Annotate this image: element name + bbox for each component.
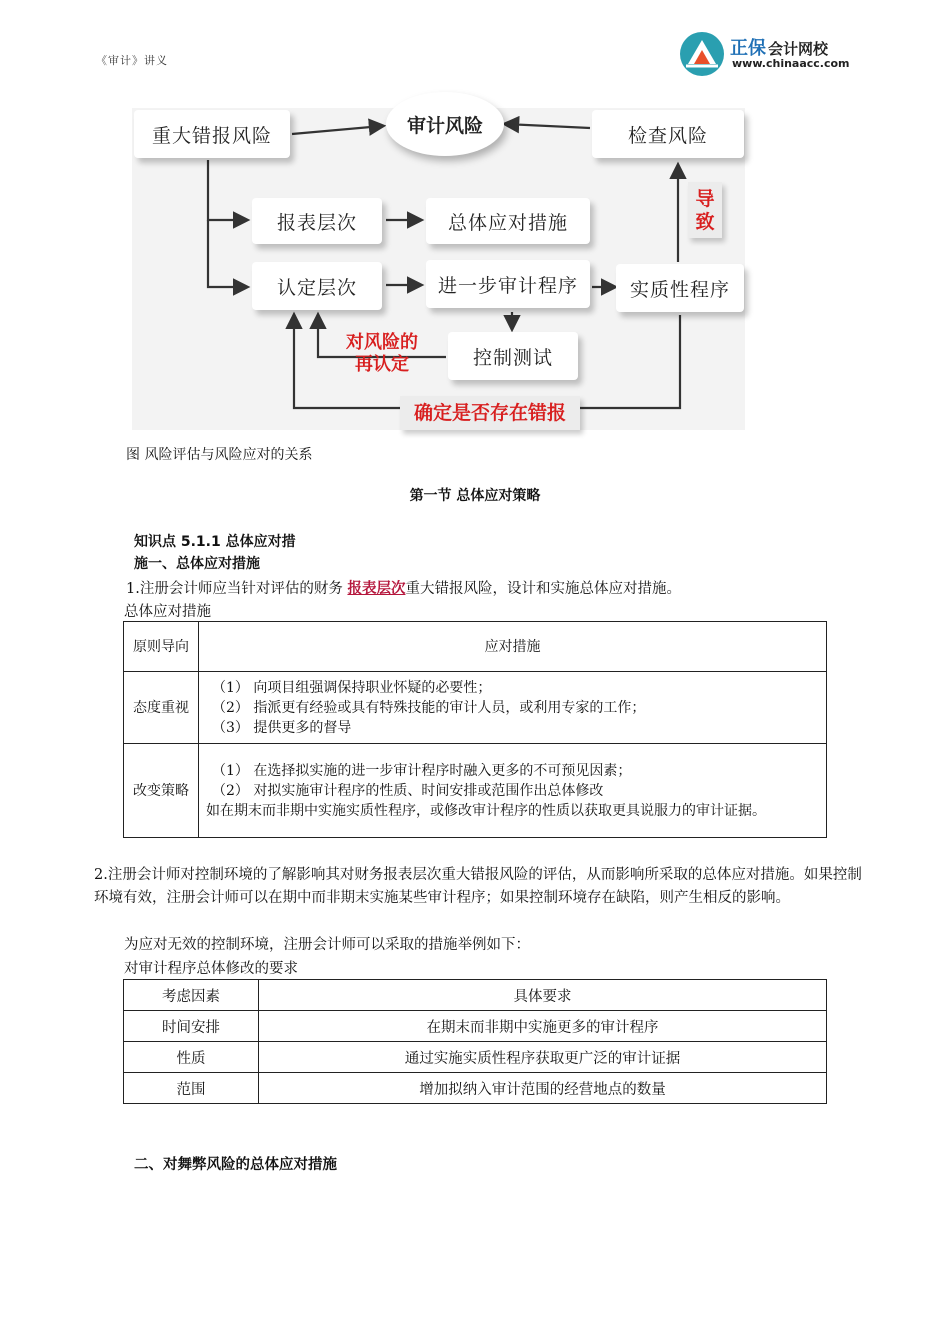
table2-factor-cell: 性质 [124, 1042, 259, 1073]
table-row [124, 1073, 827, 1104]
logo-url: www.chinaacc.com [732, 57, 850, 70]
overall-response-box: 总体应对措施 [426, 198, 590, 244]
logo-subtitle: 会计网校 [768, 40, 829, 58]
overall-response-table [123, 621, 827, 838]
table1-measures-cell: （1） 在选择拟实施的进一步审计程序时融入更多的不可预见因素； （2） 对拟实施审计程序的性质、时间安排或范围作出总体修改 如在期末而非期中实施实质性程序，或修改审计程序的性质以获取更具说服力的审计证据。 [199, 744, 827, 838]
table-row [124, 1011, 827, 1042]
reassess-label [334, 332, 430, 376]
reassess-label-line1: 对风险的 [346, 332, 418, 353]
table1-principle-cell: 改变策略 [124, 744, 199, 838]
substantive-procedures-box: 实质性程序 [616, 264, 744, 312]
assertion-level-box: 认定层次 [252, 262, 382, 310]
section-title: 第一节 总体应对策略 [409, 488, 541, 504]
table1-header-principle: 原则导向 [124, 622, 199, 672]
audit-risk-ellipse: 审计风险 [386, 92, 504, 156]
material-risk-box: 重大错报风险 [134, 110, 290, 158]
logo-name: 正保 会计网校 [730, 38, 829, 59]
header-doc-label: 《审计》讲义 [96, 54, 168, 67]
lead-to-label: 导致 [688, 182, 722, 238]
paragraph-3: 为应对无效的控制环境，注册会计师可以采取的措施举例如下： [124, 937, 530, 953]
table2-factor-cell: 范围 [124, 1073, 259, 1104]
table2-factor-cell: 时间安排 [124, 1011, 259, 1042]
table2-header-requirement: 具体要求 [259, 980, 827, 1011]
table-row [124, 744, 827, 838]
table1-measures-cell: （1） 向项目组强调保持职业怀疑的必要性； （2） 指派更有经验或具有特殊技能的审计人员，或利用专家的工作； （3） 提供更多的督导 [199, 672, 827, 744]
paragraph-2: 2.注册会计师对控制环境的了解影响其对财务报表层次重大错报风险的评估，从而影响所采取的总体应对措施。如果控制环境有效，注册会计师可以在期中而非期末实施某些审计程序；如果控制环境存在缺陷，则产生相反的影响。 [94, 867, 862, 906]
table2-requirement-cell: 增加拟纳入审计范围的经营地点的数量 [259, 1073, 827, 1104]
knowledge-point-line2: 施一、总体应对措施 [134, 556, 260, 572]
table1-caption: 总体应对措施 [124, 604, 211, 620]
section-2-title: 二、对舞弊风险的总体应对措施 [134, 1157, 337, 1173]
reassess-label-line2: 再认定 [355, 354, 409, 375]
table2-header-factor: 考虑因素 [124, 980, 259, 1011]
statement-level-box: 报表层次 [252, 198, 382, 244]
table1-header-measures: 应对措施 [199, 622, 827, 672]
statement-level-link[interactable]: 报表层次 [347, 580, 406, 597]
table-row [124, 672, 827, 744]
table-row [124, 1042, 827, 1073]
table2-caption: 对审计程序总体修改的要求 [124, 961, 298, 977]
procedure-modification-table [123, 979, 827, 1104]
figure-caption: 图 风险评估与风险应对的关系 [126, 447, 313, 463]
confirm-misstatement-label: 确定是否存在错报 [400, 396, 580, 430]
knowledge-point-line1: 知识点 5.1.1 总体应对措 [134, 534, 296, 550]
detection-risk-box: 检查风险 [592, 110, 744, 158]
table1-principle-cell: 态度重视 [124, 672, 199, 744]
control-test-box: 控制测试 [448, 332, 578, 380]
table2-requirement-cell: 在期末而非期中实施更多的审计程序 [259, 1011, 827, 1042]
paragraph-1: 1.注册会计师应当针对评估的财务 报表层次重大错报风险，设计和实施总体应对措施。 [126, 580, 681, 597]
table2-requirement-cell: 通过实施实质性程序获取更广泛的审计证据 [259, 1042, 827, 1073]
further-procedures-box: 进一步审计程序 [426, 260, 590, 308]
